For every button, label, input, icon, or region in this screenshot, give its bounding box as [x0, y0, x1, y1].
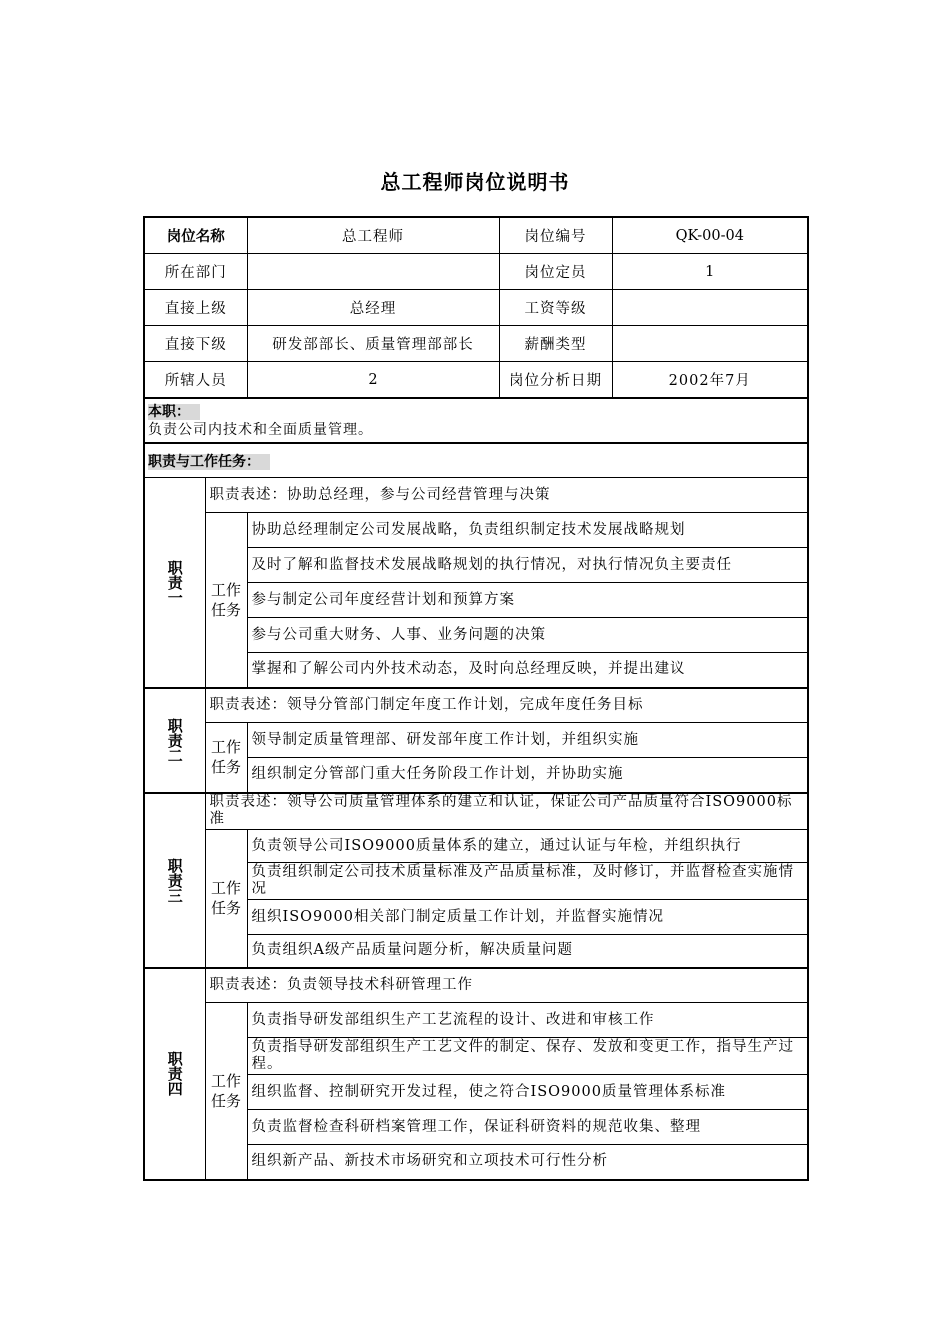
- duty-4-task-1: 负责指导研发部组织生产工艺流程的设计、改进和审核工作: [247, 1003, 808, 1038]
- position-name-label: 岗位名称: [144, 217, 247, 254]
- analysis-date-label: 岗位分析日期: [499, 362, 612, 399]
- job-description-table: [143, 216, 809, 1181]
- position-code-label: 岗位编号: [499, 217, 612, 254]
- duty-2-task-1: 领导制定质量管理部、研发部年度工作计划，并组织实施: [247, 723, 808, 758]
- duty-3-task-row: [144, 830, 808, 863]
- duty-1-label: 职责一: [144, 478, 205, 688]
- duty-3-statement: 职责表述：领导公司质量管理体系的建立和认证，保证公司产品质量符合ISO9000标准: [205, 793, 808, 830]
- duty-2-label: 职责二: [144, 688, 205, 793]
- duty-4-task-label: [205, 1003, 247, 1180]
- duty-1-task-label: [205, 513, 247, 688]
- duty-2-task-2: 组织制定分管部门重大任务阶段工作计划，并协助实施: [247, 758, 808, 793]
- duty-1-task-3: 参与制定公司年度经营计划和预算方案: [247, 583, 808, 618]
- info-row-subordinates: [144, 326, 808, 362]
- duties-heading: 职责与工作任务：: [148, 454, 270, 470]
- job-description-sheet: [143, 216, 807, 1181]
- task-label-text: 工作任务: [211, 738, 242, 777]
- duty-1-statement: 职责表述：协助总经理，参与公司经营管理与决策: [205, 478, 808, 513]
- department-label: 所在部门: [144, 254, 247, 290]
- duty-3-statement-row: [144, 793, 808, 830]
- position-code-value: QK-00-04: [612, 217, 808, 254]
- position-name-value: 总工程师: [247, 217, 499, 254]
- benzhi-heading: 本职：: [148, 404, 200, 420]
- direct-subordinates-value: 研发部部长、质量管理部部长: [247, 326, 499, 362]
- direct-superior-value: 总经理: [247, 290, 499, 326]
- duty-1-task-2: 及时了解和监督技术发展战略规划的执行情况，对执行情况负主要责任: [247, 548, 808, 583]
- duty-2-statement-row: [144, 688, 808, 723]
- duty-3-task-label: [205, 830, 247, 968]
- duty-4-task-3: 组织监督、控制研究开发过程，使之符合ISO9000质量管理体系标准: [247, 1075, 808, 1110]
- duty-1-task-row: [144, 513, 808, 548]
- duties-heading-row: [144, 443, 808, 478]
- direct-subordinates-label: 直接下级: [144, 326, 247, 362]
- task-label-text: 工作任务: [211, 580, 242, 619]
- headcount-value: 1: [612, 254, 808, 290]
- info-row-department: [144, 254, 808, 290]
- benzhi-text: 负责公司内技术和全面质量管理。: [148, 422, 373, 438]
- duty-3-label: 职责三: [144, 793, 205, 968]
- duty-4-statement: 职责表述：负责领导技术科研管理工作: [205, 968, 808, 1003]
- duty-4-task-row: [144, 1003, 808, 1038]
- headcount-label: 岗位定员: [499, 254, 612, 290]
- duty-3-task-2: 负责组织制定公司技术质量标准及产品质量标准，及时修订，并监督检查实施情况: [247, 863, 808, 900]
- staff-count-value: 2: [247, 362, 499, 399]
- info-row-position-name: [144, 217, 808, 254]
- duty-4-label: 职责四: [144, 968, 205, 1180]
- salary-grade-label: 工资等级: [499, 290, 612, 326]
- duty-2-statement: 职责表述：领导分管部门制定年度工作计划，完成年度任务目标: [205, 688, 808, 723]
- document-title: 总工程师岗位说明书: [380, 170, 570, 194]
- pay-type-value: [612, 326, 808, 362]
- duty-2-task-label: [205, 723, 247, 793]
- info-row-staff: [144, 362, 808, 399]
- info-row-superior: [144, 290, 808, 326]
- duty-3-task-3: 组织ISO9000相关部门制定质量工作计划，并监督实施情况: [247, 900, 808, 935]
- direct-superior-label: 直接上级: [144, 290, 247, 326]
- duty-1-statement-row: [144, 478, 808, 513]
- duty-4-task-5: 组织新产品、新技术市场研究和立项技术可行性分析: [247, 1145, 808, 1180]
- staff-count-label: 所辖人员: [144, 362, 247, 399]
- duty-1-task-5: 掌握和了解公司内外技术动态，及时向总经理反映，并提出建议: [247, 653, 808, 688]
- benzhi-row: [144, 398, 808, 443]
- analysis-date-value: 2002年7月: [612, 362, 808, 399]
- duty-1-task-1: 协助总经理制定公司发展战略，负责组织制定技术发展战略规划: [247, 513, 808, 548]
- pay-type-label: 薪酬类型: [499, 326, 612, 362]
- duty-1-task-4: 参与公司重大财务、人事、业务问题的决策: [247, 618, 808, 653]
- duty-2-task-row: [144, 723, 808, 758]
- department-value: [247, 254, 499, 290]
- task-label-text: 工作任务: [211, 1071, 242, 1110]
- duty-4-statement-row: [144, 968, 808, 1003]
- duty-4-task-4: 负责监督检查科研档案管理工作，保证科研资料的规范收集、整理: [247, 1110, 808, 1145]
- duty-3-task-4: 负责组织A级产品质量问题分析，解决质量问题: [247, 935, 808, 968]
- duty-4-task-2: 负责指导研发部组织生产工艺文件的制定、保存、发放和变更工作，指导生产过程。: [247, 1038, 808, 1075]
- task-label-text: 工作任务: [211, 879, 242, 918]
- salary-grade-value: [612, 290, 808, 326]
- duty-3-task-1: 负责领导公司ISO9000质量体系的建立，通过认证与年检，并组织执行: [247, 830, 808, 863]
